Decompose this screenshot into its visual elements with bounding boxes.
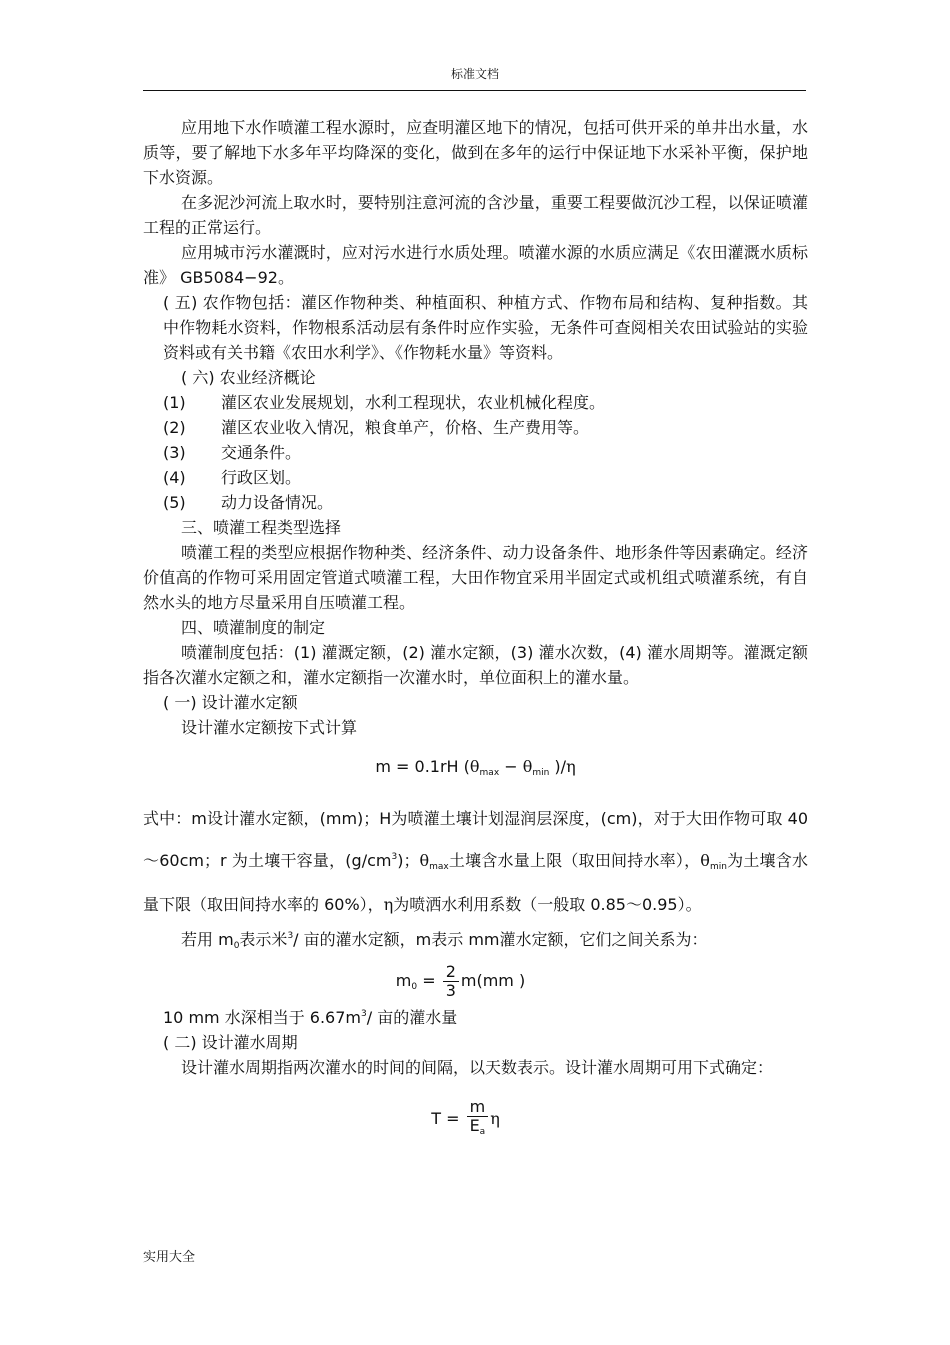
list-item: [143, 440, 808, 465]
paragraph-wastewater: 应用城市污水灌溉时，应对污水进行水质处理。喷灌水源的水质应满足《农田灌溉水质标准》 GB5084−92。: [143, 243, 808, 287]
formula-irrigation-quota: m = 0.1rH ($\theta_{max} - \theta_{min}$ )/η: [375, 757, 576, 778]
list-item-number: (1): [163, 393, 186, 412]
document-body: [143, 115, 808, 1141]
fraction: $\frac{2}{3}$: [443, 963, 459, 1000]
list-item-number: (4): [163, 468, 186, 487]
paragraph-cycle-definition: 设计灌水周期指两次灌水的时间的间隔，以天数表示。设计灌水周期可用下式确定：: [181, 1058, 774, 1077]
list-item-number: (5): [163, 493, 186, 512]
list-item-number: (3): [163, 443, 186, 462]
header-divider: [143, 90, 806, 91]
list-item: [143, 465, 808, 490]
paragraph-irrigation-schedule: 喷灌制度包括：(1) 灌溉定额，(2) 灌水定额，(3) 灌水次数，(4) 灌水周期等。灌溉定额指各次灌水定额之和，灌水定额指一次灌水时，单位面积上的灌水量。: [143, 643, 808, 687]
list-item: [143, 390, 808, 415]
list-item: [143, 415, 808, 440]
paragraph-depth-equivalent: 10 mm 水深相当于 $6.67m^3/$ 亩的灌水量: [163, 1008, 458, 1027]
list-item-text: 行政区划。: [221, 468, 302, 487]
paragraph-groundwater: 应用地下水作喷灌工程水源时，应查明灌区地下的情况，包括可供开采的单井出水量，水质等，要了解地下水多年平均降深的变化，做到在多年的运行中保证地下水采补平衡，保护地下水资源。: [143, 118, 808, 187]
paragraph-crops: ( 五) 农作物包括：灌区作物种类、种植面积、种植方式、作物布局和结构、复种指数。其中作物耗水资料，作物根系活动层有条件时应作实验，无条件可查阅相关农田试验站的实验资料或有关书籍《农田水利学》、《作物耗水量》等资料。: [163, 293, 808, 362]
list-item-text: 动力设备情况。: [221, 493, 334, 512]
paragraph-formula-explanation: 式中：m设计灌水定额，(mm)；H为喷灌土壤计划湿润层深度，(cm)，对于大田作物可取 40～60cm；r 为土壤干容量，$(g/cm^3)$；$\theta_{max}$土壤含水量上限（取田间持水率），$\theta_{min}$为土壤含水量下限（取田间持水率的 60%），η为喷洒水利用系数（一般取 0.85～0.95）。: [143, 809, 808, 914]
fraction: $\frac{m}{E_a}$: [467, 1098, 489, 1141]
page-header: 标准文档: [450, 67, 499, 81]
paragraph-unit-conversion: 若用 $m_0$表示米$^3$/ 亩的灌水定额，m表示 mm灌水定额，它们之间关系为：: [181, 930, 708, 951]
heading-section-4: 四、喷灌制度的制定: [181, 618, 326, 637]
heading-design-quota: ( 一) 设计灌水定额: [163, 693, 298, 712]
heading-section-3: 三、喷灌工程类型选择: [181, 518, 342, 537]
formula-unit-relation: $m_0$ = $\frac{2}{3}$ m(mm ): [395, 962, 526, 1000]
list-item-text: 灌区农业发展规划，水利工程现状，农业机械化程度。: [221, 393, 606, 412]
list-item-number: (2): [163, 418, 186, 437]
economy-list: [143, 390, 808, 515]
paragraph-formula-intro: 设计灌水定额按下式计算: [181, 718, 358, 737]
page-footer: 实用大全: [143, 1250, 196, 1265]
paragraph-type-selection: 喷灌工程的类型应根据作物种类、经济条件、动力设备条件、地形条件等因素确定。经济价值高的作物可采用固定管道式喷灌工程，大田作物宜采用半固定式或机组式喷灌系统，有自然水头的地方尽量采用自压喷灌工程。: [143, 543, 808, 612]
paragraph-sediment: 在多泥沙河流上取水时，要特别注意河流的含沙量，重要工程要做沉沙工程，以保证喷灌工程的正常运行。: [143, 193, 808, 237]
heading-design-cycle: ( 二) 设计灌水周期: [163, 1033, 298, 1052]
list-item-text: 灌区农业收入情况，粮食单产，价格、生产费用等。: [221, 418, 590, 437]
list-item-text: 交通条件。: [221, 443, 302, 462]
heading-agri-economy: ( 六) 农业经济概论: [181, 368, 316, 387]
formula-irrigation-cycle: T = $\frac{m}{E_a}$ η: [143, 1098, 808, 1141]
list-item: [143, 490, 808, 515]
